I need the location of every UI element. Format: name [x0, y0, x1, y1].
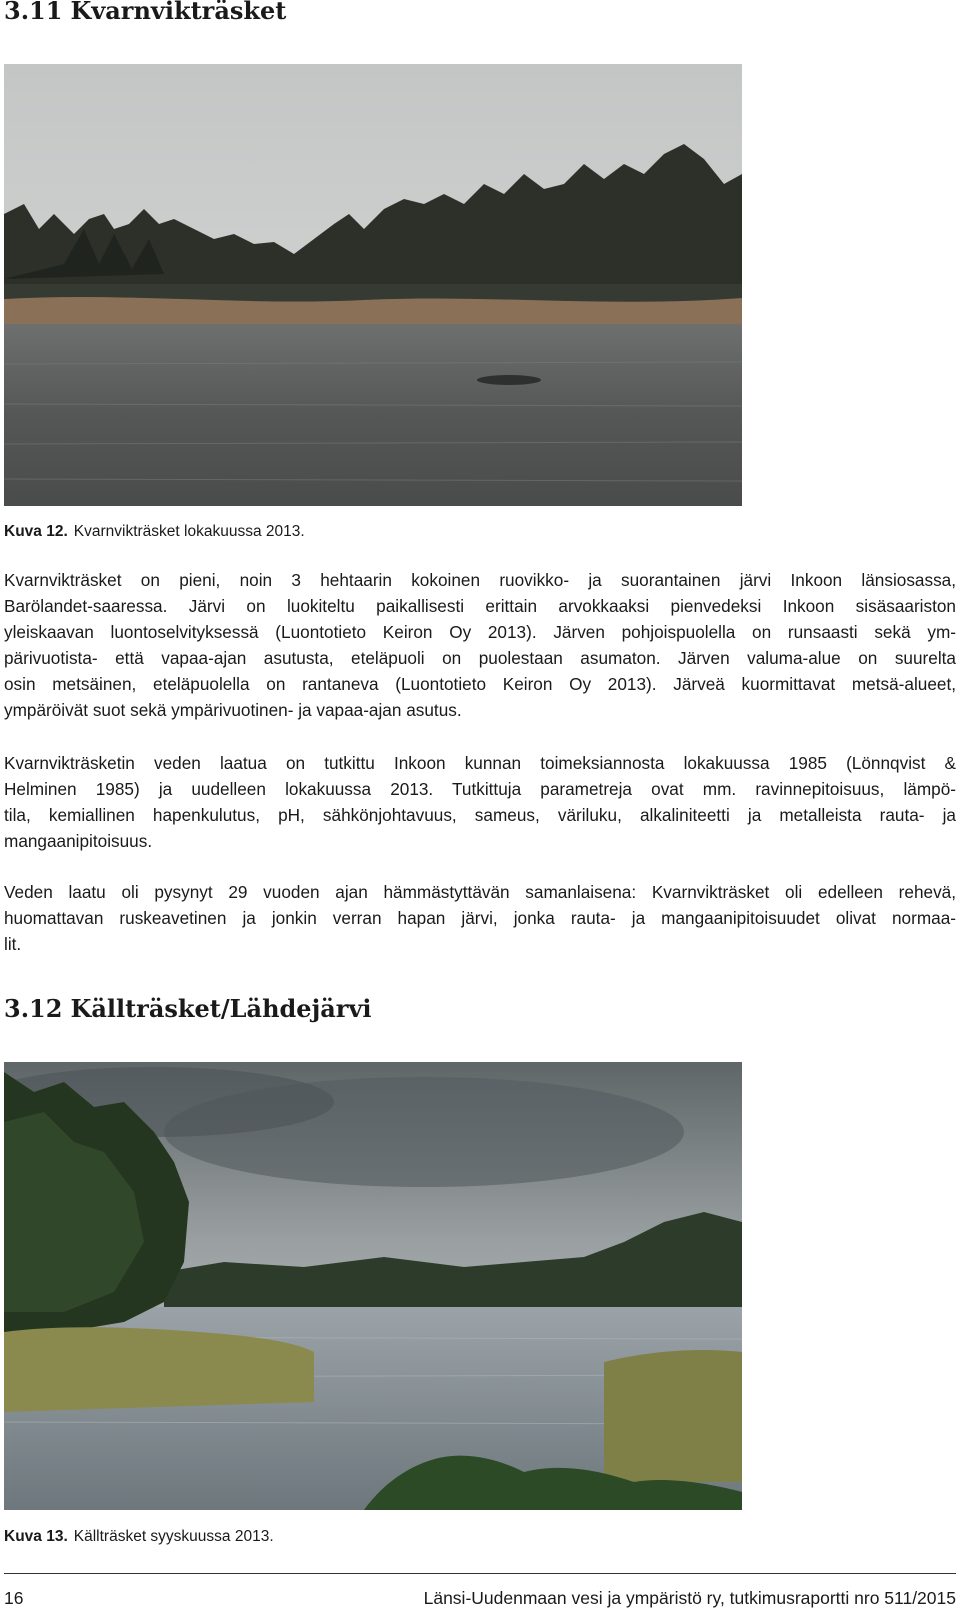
figure-label: Kuva 12. — [4, 523, 68, 540]
section-title: Källträsket/Lähdejärvi — [70, 994, 372, 1023]
paragraph-line: Helminen 1985) ja uudelleen lokakuussa 2013. Tutkittuja parametreja ovat mm. ravinnepitoisuus, lämpö- — [4, 779, 956, 799]
figure-caption-13 — [4, 1528, 274, 1546]
section-heading-3-11 — [4, 0, 286, 25]
paragraph-line: Barölandet-saaressa. Järvi on luokiteltu paikallisesti erittain arvokkaaksi pienvedeksi Inkoon sisäsaariston — [4, 596, 956, 616]
paragraph-1 — [4, 567, 956, 723]
paragraph-3 — [4, 879, 956, 957]
paragraph-line: tila, kemiallinen hapenkulutus, pH, sähkönjohtavuus, sameus, väriluku, alkaliniteetti ja metalleista rauta- ja — [4, 805, 956, 825]
paragraph-line: osin metsäinen, eteläpuolella on rantaneva (Luontotieto Keiron Oy 2013). Järveä kuormittavat metsä-alueet, — [4, 674, 956, 694]
section-heading-3-12 — [4, 994, 372, 1023]
footer-divider — [4, 1573, 956, 1574]
paragraph-2 — [4, 750, 956, 854]
paragraph-line: pärivuotista- että vapaa-ajan asutusta, eteläpuoli on puolestaan asumaton. Järven valuma-alue on suurelta — [4, 648, 956, 668]
paragraph-line: Kvarnvikträsketin veden laatua on tutkittu Inkoon kunnan toimeksiannosta lokakuussa 1985 (Lönnqvist & — [4, 753, 956, 773]
figure-text: Kvarnvikträsket lokakuussa 2013. — [73, 523, 305, 540]
lake-photo-kvarnvikträsket — [4, 64, 742, 506]
paragraph-line: mangaanipitoisuus. — [4, 831, 153, 851]
paragraph-line: huomattavan ruskeavetinen ja jonkin verran hapan järvi, jonka rauta- ja mangaanipitoisuudet olivat normaa- — [4, 908, 956, 928]
lake-photo-källträsket — [4, 1062, 742, 1510]
page-number: 16 — [4, 1588, 24, 1608]
section-title: Kvarnvikträsket — [70, 0, 287, 25]
figure-caption-12 — [4, 523, 305, 541]
paragraph-line: yleiskaavan luontoselvityksessä (Luontotieto Keiron Oy 2013). Järven pohjoispuolella on runsaasti sekä ym- — [4, 622, 956, 642]
paragraph-line: Veden laatu oli pysynyt 29 vuoden ajan hämmästyttävän samanlaisena: Kvarnvikträsket oli edelleen rehevä, — [4, 882, 956, 902]
figure-label: Kuva 13. — [4, 1528, 68, 1545]
figure-text: Källträsket syyskuussa 2013. — [73, 1528, 274, 1545]
paragraph-line: ympäröivät suot sekä ympärivuotinen- ja vapaa-ajan asutus. — [4, 700, 462, 720]
section-number: 3.11 — [4, 0, 63, 25]
paragraph-line: Kvarnvikträsket on pieni, noin 3 hehtaarin kokoinen ruovikko- ja suorantainen järvi Inkoon länsiosassa, — [4, 570, 956, 590]
publication-title: Länsi-Uudenmaan vesi ja ympäristö ry, tutkimusraportti nro 511/2015 — [423, 1588, 956, 1608]
section-number: 3.12 — [4, 994, 63, 1023]
paragraph-line: lit. — [4, 934, 22, 954]
